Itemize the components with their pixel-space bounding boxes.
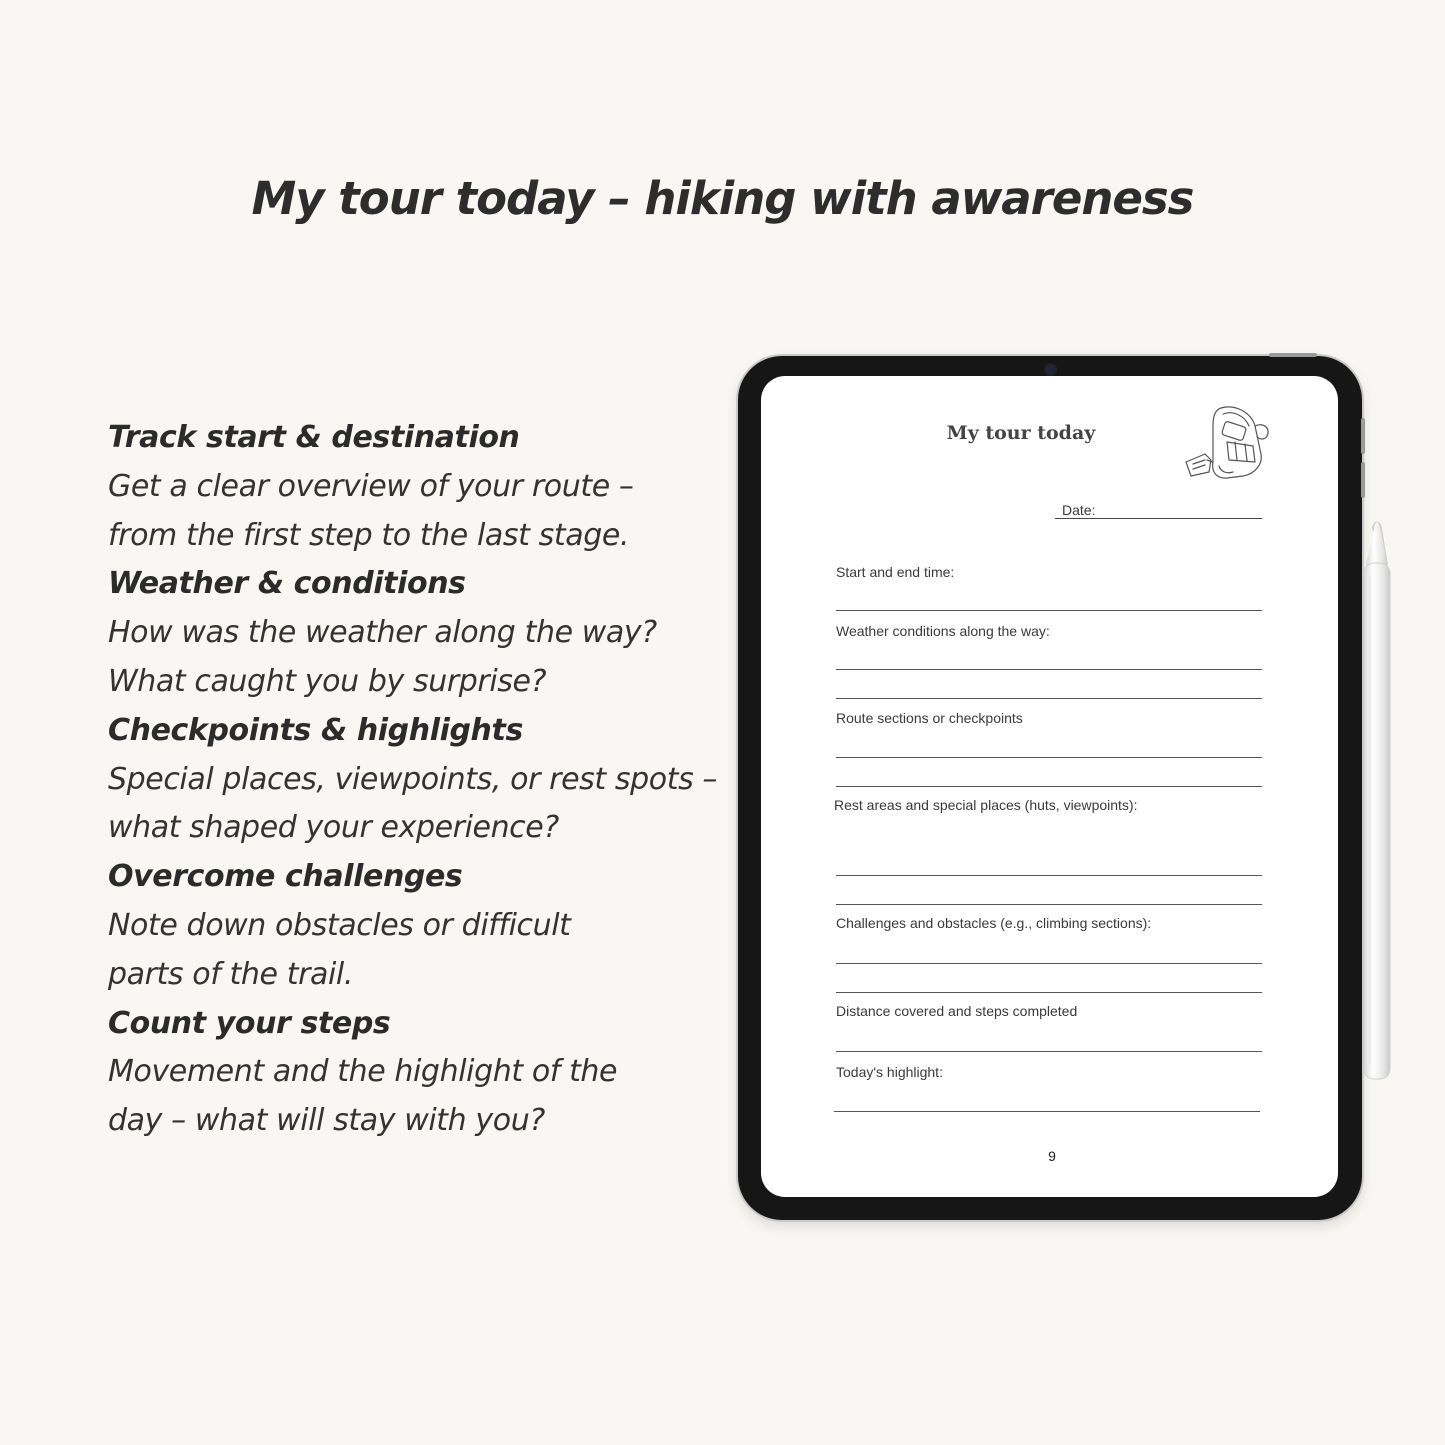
feature-title: Weather & conditions bbox=[108, 566, 466, 602]
writing-line[interactable] bbox=[836, 963, 1262, 964]
front-camera-icon bbox=[1046, 365, 1055, 374]
tablet-device bbox=[738, 356, 1362, 1220]
feature-text: What caught you by surprise? bbox=[108, 663, 547, 699]
feature-text: Get a clear overview of your route – bbox=[108, 468, 634, 504]
field-label-start-end-time: Start and end time: bbox=[836, 564, 955, 580]
sheet-title: My tour today bbox=[946, 422, 1096, 444]
feature-title: Track start & destination bbox=[108, 420, 520, 455]
writing-line[interactable] bbox=[834, 1111, 1260, 1112]
tablet-volume-down-button bbox=[1361, 462, 1365, 498]
writing-line[interactable] bbox=[836, 698, 1262, 699]
feature-list bbox=[108, 414, 718, 1146]
writing-line[interactable] bbox=[836, 875, 1262, 876]
feature-title: Overcome challenges bbox=[108, 859, 463, 895]
stylus-pencil-icon bbox=[1362, 515, 1392, 1081]
tablet-screen bbox=[761, 376, 1338, 1197]
writing-line[interactable] bbox=[836, 757, 1262, 758]
writing-line[interactable] bbox=[836, 992, 1262, 993]
page-number: 9 bbox=[1048, 1148, 1056, 1164]
field-label-highlight: Today's highlight: bbox=[836, 1064, 943, 1080]
feature-text: Special places, viewpoints, or rest spots – bbox=[108, 761, 718, 797]
writing-line[interactable] bbox=[836, 786, 1262, 787]
field-label-route: Route sections or checkpoints bbox=[836, 710, 1023, 726]
writing-line[interactable] bbox=[836, 669, 1262, 670]
feature-text: How was the weather along the way? bbox=[108, 615, 657, 651]
writing-line[interactable] bbox=[836, 1051, 1262, 1052]
writing-line[interactable] bbox=[836, 904, 1262, 905]
writing-line[interactable] bbox=[836, 610, 1262, 611]
feature-text: what shaped your experience? bbox=[108, 810, 559, 846]
field-label-challenges: Challenges and obstacles (e.g., climbing sections): bbox=[836, 915, 1152, 931]
field-label-weather: Weather conditions along the way: bbox=[836, 623, 1050, 639]
feature-text: day – what will stay with you? bbox=[108, 1103, 545, 1139]
feature-text: Movement and the highlight of the bbox=[108, 1054, 618, 1090]
backpack-icon bbox=[1183, 402, 1273, 482]
field-label-distance: Distance covered and steps completed bbox=[836, 1003, 1078, 1019]
feature-text: from the first step to the last stage. bbox=[108, 517, 630, 553]
date-input-line[interactable] bbox=[1055, 518, 1262, 519]
feature-title: Count your steps bbox=[108, 1005, 391, 1041]
tablet-top-button bbox=[1269, 353, 1317, 357]
date-label: Date: bbox=[1062, 502, 1096, 518]
feature-title: Checkpoints & highlights bbox=[108, 712, 523, 748]
page-headline: My tour today – hiking with awareness bbox=[251, 172, 1194, 225]
feature-text: parts of the trail. bbox=[108, 956, 353, 992]
tablet-volume-up-button bbox=[1361, 418, 1365, 454]
feature-text: Note down obstacles or difficult bbox=[108, 907, 571, 943]
field-label-rest-areas: Rest areas and special places (huts, viewpoints): bbox=[834, 797, 1138, 813]
